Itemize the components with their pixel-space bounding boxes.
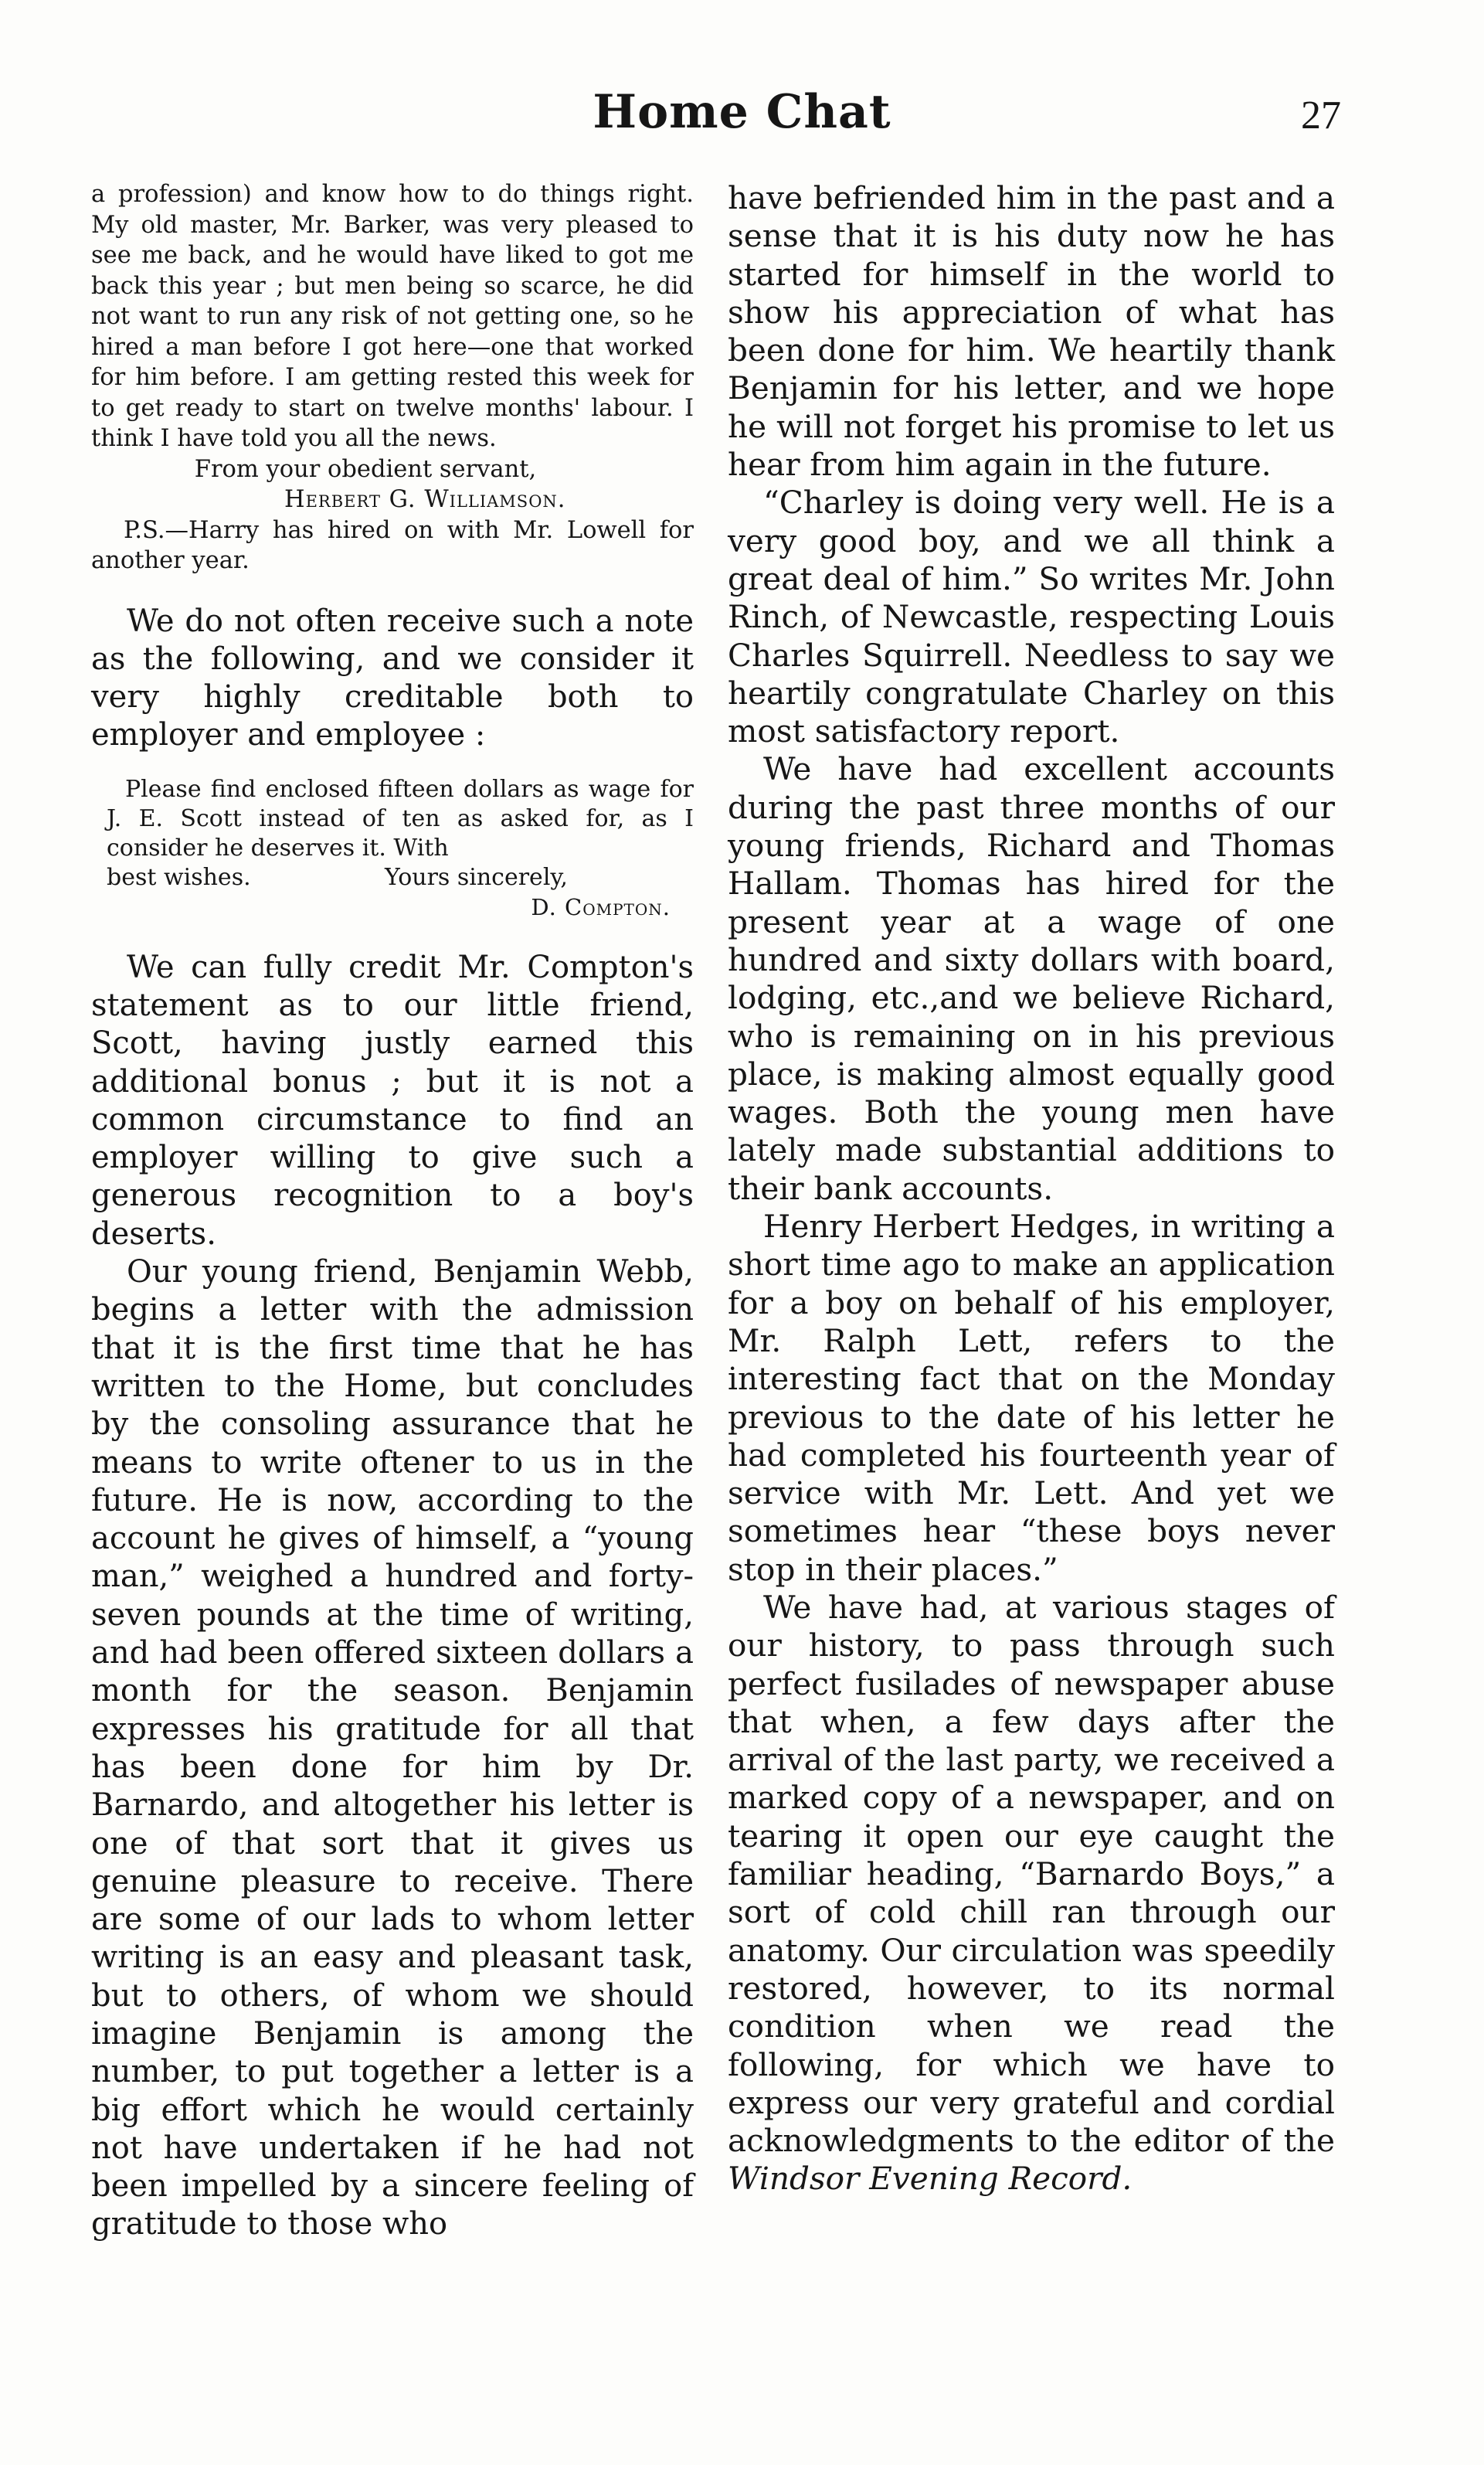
letter-postscript: P.S.—Harry has hired on with Mr. Lowell for another year. xyxy=(91,516,694,574)
newspaper-name: Windsor Evening Record. xyxy=(728,2160,1133,2198)
page-number: 27 xyxy=(1301,94,1341,138)
webb-paragraph-continued: have befriended him in the past and a sense that it is his duty now he has started for himself in the world to show his appreciation of what has been done for him. We heartily thank Benjamin for his letter, and we hope he will not forget his promise to let us hear from him again in the future. xyxy=(728,179,1335,484)
letter-closing: From your obedient servant, xyxy=(194,455,537,483)
right-column xyxy=(728,179,1335,2198)
page-header xyxy=(0,0,1484,178)
compton-signature: D. Compton. xyxy=(531,893,671,920)
compton-best-wishes: best wishes. xyxy=(107,863,251,891)
compton-paragraph: We can fully credit Mr. Compton's statement as to our little friend, Scott, having justly earned this additional bonus ; but it is not a common circumstance to find an employer willing to give such a generous recognition to a boy's deserts. xyxy=(91,949,694,1252)
hallam-paragraph: We have had excellent accounts during the past three months of our young friends, Richard and Thomas Hallam. Thomas has hired for the present year at a wage of one hundred and sixty dollars with board, lodging, etc.,and we believe Richard, who is remaining on in his previous place, is making almost equally good wages. Both the young men have lately made substantial additions to their bank accounts. xyxy=(728,750,1335,1207)
williamson-letter-text: a profession) and know how to do things right. My old master, Mr. Barker, was very pleased to see me back, and he would have liked to got me back this year ; but men being so scarce, he did not want to run any risk of not getting one, so he hired a man before I got here—one that worked for him before. I am getting rested this week for to get ready to start on twelve months' labour. I think I have told you all the news. xyxy=(91,181,694,452)
fusilades-text: We have had, at various stages of our history, to pass through such perfect fusilades of newspaper abuse that when, a few days after the arrival of the last party, we received a marked copy of a newspaper, and on tearing it open our eye caught the familiar heading, “Barnardo Boys,” a sort of cold chill ran through our anatomy. Our circulation was speedily restored, however, to its normal condition when we read the following, for which we have to express our very grateful and cordial acknowledgments to the editor of the xyxy=(728,1588,1335,2160)
compton-letter-signoff xyxy=(91,863,694,892)
letter-signature: Herbert G. Williamson. xyxy=(284,486,566,513)
hedges-paragraph: Henry Herbert Hedges, in writing a short time ago to make an application for a boy on behalf of his employer, Mr. Ralph Lett, refers to the interesting fact that on the Monday previous to the date of his letter he had completed his fourteenth year of service with Mr. Lett. And yet we sometimes hear “these boys never stop in their places.” xyxy=(728,1208,1335,1588)
compton-yours: Yours sincerely, xyxy=(385,863,568,891)
webb-paragraph: Our young friend, Benjamin Webb, begins a letter with the admission that it is the first time that he has written to the Home, but concludes by the consoling assurance that he means to write oftener to us in the future. He is now, according to the account he gives of himself, a “young man,” weighed a hundred and forty-seven pounds at the time of writing, and had been offered sixteen dollars a month for the season. Benjamin expresses his gratitude for all that has been done for him by Dr. Barnardo, and altogether his letter is one of that sort that it gives us genuine pleasure to receive. There are some of our lads to whom letter writing is an easy and pleasant task, but to others, of whom we should imagine Benjamin is among the number, to put together a letter is a big effort which he would certainly not have undertaken if he had not been impelled by a sincere feeling of gratitude to those who xyxy=(91,1254,694,2242)
running-title: Home Chat xyxy=(593,85,891,139)
intro-paragraph: We do not often receive such a note as the following, and we consider it very highly creditable both to employer and employee : xyxy=(91,603,694,753)
charley-paragraph: “Charley is doing very well. He is a very good boy, and we all think a great deal of him.” So writes Mr. John Rinch, of Newcastle, respecting Louis Charles Squirrell. Needless to say we heartily congratulate Charley on this most satisfactory report. xyxy=(728,484,1335,750)
left-column xyxy=(91,179,694,2244)
compton-letter-text: Please find enclosed fifteen dollars as wage for J. E. Scott instead of ten as asked for, as I consider he deserves it. With xyxy=(107,775,694,862)
fusilades-paragraph xyxy=(728,1589,1335,2198)
